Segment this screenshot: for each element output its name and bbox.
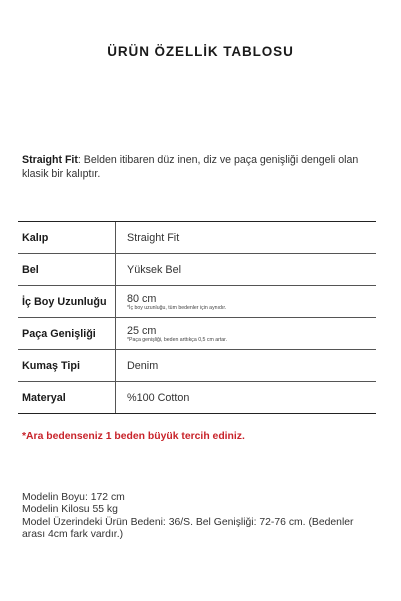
spec-label: İç Boy Uzunluğu — [18, 286, 116, 317]
spec-value-cell — [116, 286, 376, 317]
model-size: Model Üzerindeki Ürün Bedeni: 36/S. Bel Genişliği: 72-76 cm. (Bedenler arası 4cm fark vardır.) — [22, 516, 354, 541]
fit-term: Straight Fit — [22, 154, 78, 166]
spec-label: Kumaş Tipi — [18, 350, 116, 381]
spec-value: Straight Fit — [127, 231, 180, 244]
spec-value: 80 cm — [127, 292, 157, 305]
spec-row-ic-boy — [18, 286, 376, 318]
model-weight: Modelin Kilosu 55 kg — [22, 504, 118, 516]
spec-value: Yüksek Bel — [127, 263, 182, 276]
spec-label: Materyal — [18, 382, 116, 413]
spec-value-cell — [116, 350, 376, 381]
spec-value-cell — [116, 382, 376, 413]
spec-row-materyal — [18, 382, 376, 413]
spec-row-kalip — [18, 222, 376, 254]
page-title: ÜRÜN ÖZELLİK TABLOSU — [107, 44, 294, 59]
spec-label: Paça Genişliği — [18, 318, 116, 349]
spec-value-cell — [116, 254, 376, 285]
spec-note: *İç boy uzunluğu, tüm bedenler için aynıdır. — [127, 304, 227, 311]
spec-table — [18, 221, 376, 414]
model-height: Modelin Boyu: 172 cm — [22, 492, 125, 503]
fit-description — [22, 153, 377, 181]
spec-note: *Paça genişliği, beden arttıkça 0,5 cm artar. — [127, 336, 228, 343]
spec-value: %100 Cotton — [127, 391, 190, 404]
size-warning: *Ara bedenseniz 1 beden büyük tercih ediniz. — [22, 431, 245, 442]
fit-description-text: : Belden itibaren düz inen, diz ve paça genişliği dengeli olan klasik bir kalıptır. — [22, 154, 359, 180]
spec-row-paca — [18, 318, 376, 350]
model-info — [22, 492, 372, 542]
spec-row-bel — [18, 254, 376, 286]
spec-value: 25 cm — [127, 324, 157, 337]
spec-value-cell — [116, 222, 376, 253]
spec-label: Bel — [18, 254, 116, 285]
spec-label: Kalıp — [18, 222, 116, 253]
spec-row-kumas — [18, 350, 376, 382]
spec-value-cell — [116, 318, 376, 349]
spec-value: Denim — [127, 359, 159, 372]
